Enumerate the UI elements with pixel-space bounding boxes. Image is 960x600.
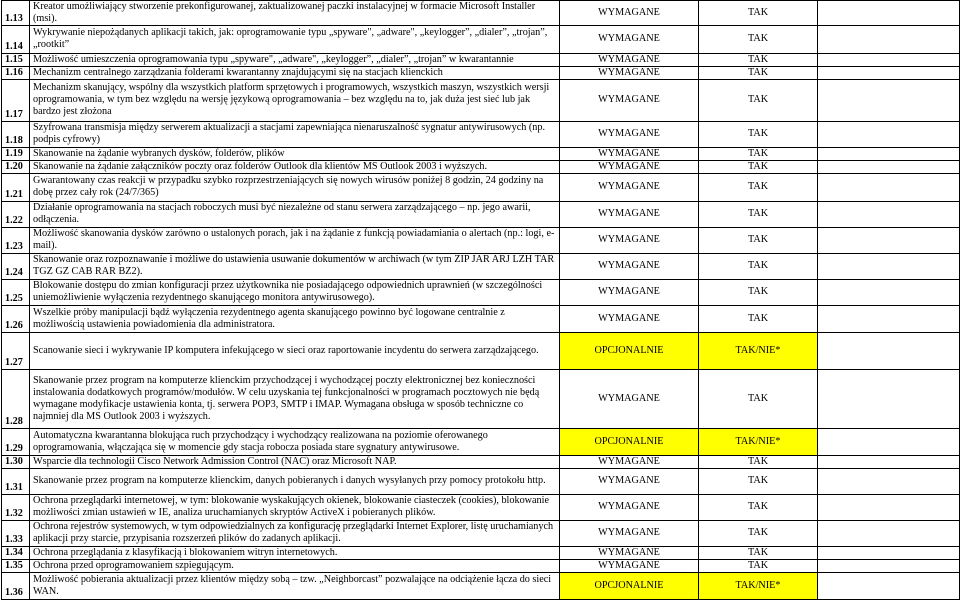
blank-cell <box>818 546 960 559</box>
table-row <box>2 1 960 26</box>
requirement-answer: TAK <box>699 66 818 79</box>
requirement-status: WYMAGANE <box>560 253 699 279</box>
requirement-description: Możliwość umieszczenia oprogramowania typu „spyware", „adware", „keylogger”, „dialer”, „trojan” w kwarantannie <box>30 53 560 66</box>
blank-cell <box>818 572 960 599</box>
blank-cell <box>818 520 960 546</box>
blank-cell <box>818 66 960 79</box>
row-number: 1.29 <box>2 428 30 455</box>
table-row <box>2 369 960 428</box>
requirement-status: WYMAGANE <box>560 121 699 147</box>
blank-cell <box>818 121 960 147</box>
table-row <box>2 520 960 546</box>
requirement-status: WYMAGANE <box>560 227 699 253</box>
requirement-status: WYMAGANE <box>560 79 699 121</box>
table-row <box>2 147 960 160</box>
requirement-description: Automatyczna kwarantanna blokująca ruch przychodzący i wychodzący realizowana na poziomie oferowanego oprogramowania, włączająca się w momencie gdy stacja robocza posiada stare sygnatury antywirusowe. <box>30 428 560 455</box>
requirement-answer: TAK <box>699 305 818 332</box>
blank-cell <box>818 201 960 227</box>
table-row <box>2 468 960 494</box>
table-row <box>2 227 960 253</box>
row-number: 1.35 <box>2 559 30 572</box>
requirement-answer: TAK <box>699 559 818 572</box>
requirement-status: OPCJONALNIE <box>560 572 699 599</box>
requirement-description: Możliwość skanowania dysków zarówno o ustalonych porach, jak i na żądanie z funkcją powiadamiania o alertach (np.: logi, e-mail). <box>30 227 560 253</box>
requirement-description: Skanowanie na żądanie załączników poczty oraz folderów Outlook dla klientów MS Outlook 2003 i wyższych. <box>30 160 560 173</box>
table-row <box>2 572 960 599</box>
blank-cell <box>818 160 960 173</box>
requirement-answer: TAK <box>699 79 818 121</box>
table-row <box>2 332 960 369</box>
requirement-answer: TAK <box>699 25 818 53</box>
requirements-table <box>1 0 960 600</box>
row-number: 1.18 <box>2 121 30 147</box>
blank-cell <box>818 147 960 160</box>
row-number: 1.13 <box>2 1 30 26</box>
table-row <box>2 494 960 520</box>
row-number: 1.14 <box>2 25 30 53</box>
row-number: 1.30 <box>2 455 30 468</box>
requirement-status: WYMAGANE <box>560 559 699 572</box>
blank-cell <box>818 494 960 520</box>
requirement-answer: TAK <box>699 468 818 494</box>
row-number: 1.24 <box>2 253 30 279</box>
blank-cell <box>818 227 960 253</box>
row-number: 1.28 <box>2 369 30 428</box>
requirement-status: WYMAGANE <box>560 66 699 79</box>
requirement-status: WYMAGANE <box>560 173 699 201</box>
requirement-answer: TAK <box>699 455 818 468</box>
requirement-answer: TAK/NIE* <box>699 572 818 599</box>
row-number: 1.20 <box>2 160 30 173</box>
blank-cell <box>818 279 960 305</box>
row-number: 1.26 <box>2 305 30 332</box>
requirement-status: WYMAGANE <box>560 160 699 173</box>
requirement-description: Kreator umożliwiający stworzenie prekonfigurowanej, zaktualizowanej paczki instalacyjnej w formacie Microsoft Installer (msi). <box>30 1 560 26</box>
table-row <box>2 25 960 53</box>
row-number: 1.34 <box>2 546 30 559</box>
requirement-answer: TAK <box>699 173 818 201</box>
requirement-status: WYMAGANE <box>560 1 699 26</box>
table-row <box>2 546 960 559</box>
requirement-status: WYMAGANE <box>560 369 699 428</box>
requirement-description: Blokowanie dostępu do zmian konfiguracji przez użytkownika nie posiadającego odpowiednich uprawnień (w szczególności uniemożliwienie wyłączenia rezydentnego skanującego monitora antywirusowego). <box>30 279 560 305</box>
requirement-status: WYMAGANE <box>560 520 699 546</box>
requirement-description: Szyfrowana transmisja między serwerem aktualizacji a stacjami zapewniająca nienaruszalność sygnatur antywirusowych (np. podpis cyfrowy) <box>30 121 560 147</box>
requirement-description: Gwarantowany czas reakcji w przypadku szybko rozprzestrzeniających się nowych wirusów poniżej 8 godzin, 24 godziny na dobę przez cały rok (24/7/365) <box>30 173 560 201</box>
table-row <box>2 79 960 121</box>
requirement-status: WYMAGANE <box>560 25 699 53</box>
blank-cell <box>818 428 960 455</box>
requirement-answer: TAK <box>699 227 818 253</box>
requirement-description: Skanowanie oraz rozpoznawanie i możliwe do ustawienia usuwanie dokumentów w archiwach (w tym ZIP JAR ARJ LZH TAR TGZ GZ CAB RAR BZ2). <box>30 253 560 279</box>
blank-cell <box>818 53 960 66</box>
requirement-status: WYMAGANE <box>560 468 699 494</box>
row-number: 1.17 <box>2 79 30 121</box>
requirement-description: Skanowanie przez program na komputerze klienckim przychodzącej i wychodzącej poczty elektronicznej bez konieczności instalowania dodatkowych programów/modułów. W celu uzyskania tej funkcjonalności w programach pocztowych nie będą wymagane modyfikacje ustawienia konta, tj. serwera POP3, SMTP i IMAP. Wymagana obsługa w sposób techniczne co najmniej dla MS Outlook 2003 i wyższych. <box>30 369 560 428</box>
table-row <box>2 121 960 147</box>
table-row <box>2 173 960 201</box>
requirement-description: Mechanizm skanujący, wspólny dla wszystkich platform sprzętowych i programowych, wszystkich maszyn, wszystkich wersji oprogramowania, w tym bez względu na wersję językową oprogramowania – bez względu na to, jak duża jest sieć lub jak bardzo jest złożona <box>30 79 560 121</box>
requirement-answer: TAK/NIE* <box>699 332 818 369</box>
requirement-description: Ochrona przed oprogramowaniem szpiegującym. <box>30 559 560 572</box>
table-row <box>2 559 960 572</box>
requirement-answer: TAK <box>699 121 818 147</box>
blank-cell <box>818 468 960 494</box>
requirement-description: Scanowanie sieci i wykrywanie IP komputera infekującego w sieci oraz raportowanie incydentu do serwera zarządzającego. <box>30 332 560 369</box>
requirement-description: Działanie oprogramowania na stacjach roboczych musi być niezależne od stanu serwera zarządzającego – np. jego awarii, odłączenia. <box>30 201 560 227</box>
requirement-status: WYMAGANE <box>560 455 699 468</box>
requirement-answer: TAK/NIE* <box>699 428 818 455</box>
requirement-answer: TAK <box>699 201 818 227</box>
table-row <box>2 305 960 332</box>
table-row <box>2 455 960 468</box>
requirement-status: WYMAGANE <box>560 53 699 66</box>
blank-cell <box>818 25 960 53</box>
row-number: 1.15 <box>2 53 30 66</box>
requirement-answer: TAK <box>699 147 818 160</box>
requirement-description: Skanowanie na żądanie wybranych dysków, folderów, plików <box>30 147 560 160</box>
requirement-answer: TAK <box>699 1 818 26</box>
requirement-description: Wykrywanie niepożądanych aplikacji takich, jak: oprogramowanie typu „spyware", „adware", „keylogger”, „dialer”, „trojan”, „rootkit” <box>30 25 560 53</box>
requirement-answer: TAK <box>699 253 818 279</box>
requirement-description: Ochrona przeglądania z klasyfikacją i blokowaniem witryn internetowych. <box>30 546 560 559</box>
requirement-status: WYMAGANE <box>560 147 699 160</box>
row-number: 1.23 <box>2 227 30 253</box>
table-row <box>2 66 960 79</box>
requirements-table-body <box>2 1 960 600</box>
row-number: 1.27 <box>2 332 30 369</box>
table-row <box>2 253 960 279</box>
row-number: 1.16 <box>2 66 30 79</box>
requirement-description: Możliwość pobierania aktualizacji przez klientów między sobą – tzw. „Neighborcast” pozwalające na odciążenie łącza do sieci WAN. <box>30 572 560 599</box>
blank-cell <box>818 455 960 468</box>
requirement-description: Mechanizm centralnego zarządzania folderami kwarantanny znajdującymi się na stacjach klienckich <box>30 66 560 79</box>
table-row <box>2 428 960 455</box>
row-number: 1.33 <box>2 520 30 546</box>
row-number: 1.31 <box>2 468 30 494</box>
requirement-answer: TAK <box>699 369 818 428</box>
table-row <box>2 53 960 66</box>
requirement-status: WYMAGANE <box>560 201 699 227</box>
requirement-description: Ochrona przeglądarki internetowej, w tym: blokowanie wyskakujących okienek, blokowanie ciasteczek (cookies), blokowanie możliwości zmian ustawień w IE, analiza uruchamianych skryptów ActiveX i pobieranych plików. <box>30 494 560 520</box>
row-number: 1.21 <box>2 173 30 201</box>
requirement-status: OPCJONALNIE <box>560 332 699 369</box>
row-number: 1.32 <box>2 494 30 520</box>
requirement-answer: TAK <box>699 520 818 546</box>
requirement-description: Ochrona rejestrów systemowych, w tym odpowiedzialnych za konfigurację przeglądarki Internet Explorer, listę uruchamianych aplikacji przy starcie, przypisania rozszerzeń plików do zadanych aplikacji. <box>30 520 560 546</box>
blank-cell <box>818 332 960 369</box>
requirement-status: WYMAGANE <box>560 494 699 520</box>
table-row <box>2 160 960 173</box>
table-row <box>2 279 960 305</box>
blank-cell <box>818 173 960 201</box>
requirement-status: WYMAGANE <box>560 546 699 559</box>
requirement-description: Skanowanie przez program na komputerze klienckim, danych pobieranych i danych wysyłanych przy pomocy protokołu http. <box>30 468 560 494</box>
blank-cell <box>818 79 960 121</box>
requirement-answer: TAK <box>699 279 818 305</box>
requirement-status: OPCJONALNIE <box>560 428 699 455</box>
row-number: 1.25 <box>2 279 30 305</box>
row-number: 1.19 <box>2 147 30 160</box>
blank-cell <box>818 559 960 572</box>
requirement-answer: TAK <box>699 160 818 173</box>
requirement-description: Wszelkie próby manipulacji bądź wyłączenia rezydentnego agenta skanującego powinno być logowane centralnie z możliwością ustawienia powiadomienia dla administratora. <box>30 305 560 332</box>
blank-cell <box>818 305 960 332</box>
blank-cell <box>818 1 960 26</box>
requirement-answer: TAK <box>699 53 818 66</box>
blank-cell <box>818 369 960 428</box>
blank-cell <box>818 253 960 279</box>
table-row <box>2 201 960 227</box>
requirement-status: WYMAGANE <box>560 305 699 332</box>
requirement-status: WYMAGANE <box>560 279 699 305</box>
row-number: 1.36 <box>2 572 30 599</box>
requirement-description: Wsparcie dla technologii Cisco Network Admission Control (NAC) oraz Microsoft NAP. <box>30 455 560 468</box>
row-number: 1.22 <box>2 201 30 227</box>
requirement-answer: TAK <box>699 494 818 520</box>
requirement-answer: TAK <box>699 546 818 559</box>
